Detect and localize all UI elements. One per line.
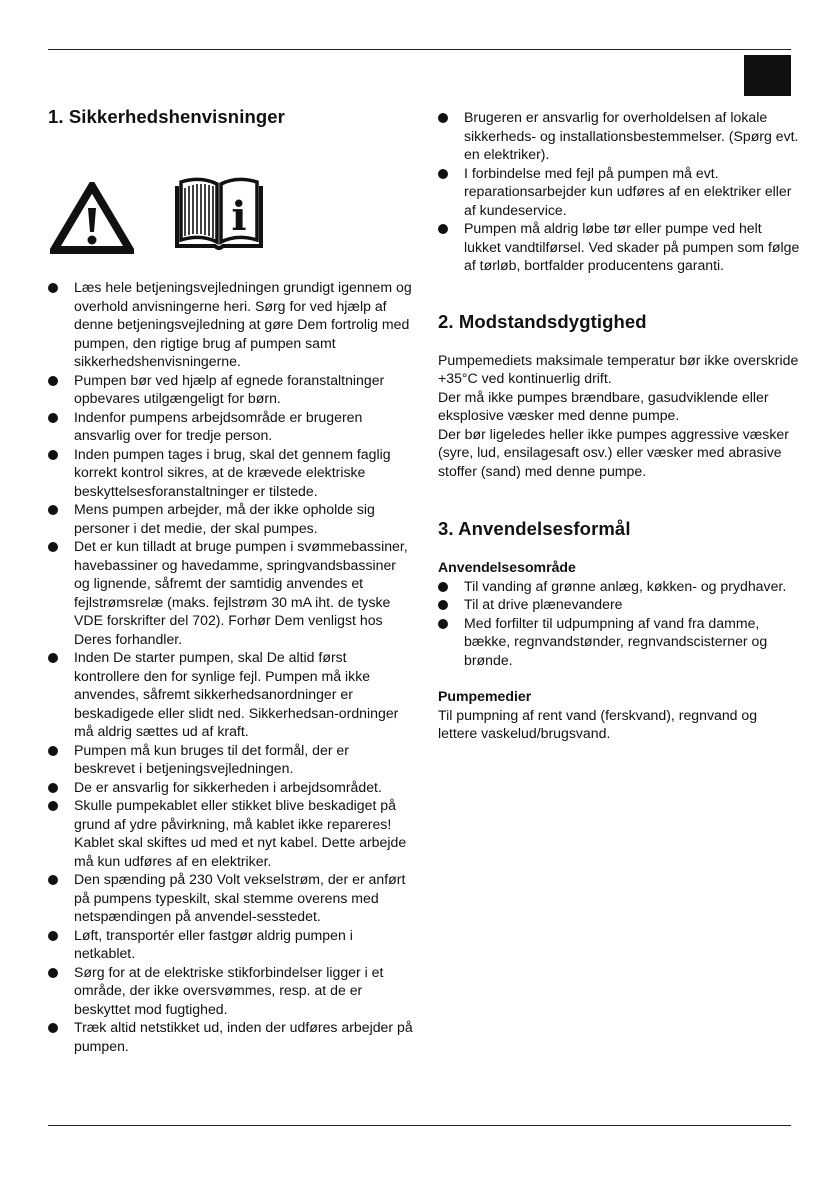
- list-item: Med forfilter til udpumpning af vand fra damme, bække, regnvandstønder, regnvandscisterner og brønde.: [438, 614, 800, 670]
- safety-icons: [48, 128, 413, 278]
- pump-media-text: Til pumpning af rent vand (ferskvand), regnvand og lettere vaskelud/brugsvand.: [438, 706, 758, 741]
- safety-list: [48, 278, 413, 1055]
- section-2-title: 2. Modstandsdygtighed: [438, 310, 647, 332]
- list-item: Pumpen må aldrig løbe tør eller pumpe ved helt lukket vandtilførsel. Ved skader på pumpen som følge af tørløb, bortfalder producentens garanti.: [438, 219, 800, 275]
- right-column: [438, 108, 800, 743]
- list-item: Løft, transportér eller fastgør aldrig pumpen i netkablet.: [48, 926, 413, 963]
- list-item: Til vanding af grønne anlæg, køkken- og prydhaver.: [438, 577, 800, 596]
- warning-icon: [50, 182, 134, 254]
- list-item: Den spænding på 230 Volt vekselstrøm, der er anført på pumpens typeskilt, skal stemme overens med netspændingen på anvendel-sesstedet.: [48, 870, 413, 926]
- svg-text:i: i: [231, 193, 247, 240]
- header-rule: [48, 49, 791, 50]
- section-3-title: 3. Anvendelsesformål: [438, 518, 631, 539]
- paragraph: Pumpemediets maksimale temperatur bør ikke overskride +35°C ved kontinuerlig drift.: [438, 351, 799, 386]
- list-item: De er ansvarlig for sikkerheden i arbejdsområdet.: [48, 778, 413, 797]
- application-area-heading: Anvendelsesområde: [438, 559, 576, 575]
- application-area-list: [438, 577, 800, 670]
- list-item: Sørg for at de elektriske stikforbindelser ligger i et område, der ikke oversvømmes, resp. at de er beskyttet mod fugtighed.: [48, 963, 413, 1019]
- list-item: Mens pumpen arbejder, må der ikke opholde sig personer i det medie, der skal pumpes.: [48, 500, 413, 537]
- manual-info-icon: [171, 174, 267, 254]
- resistance-text: [438, 351, 800, 481]
- list-item: Læs hele betjeningsvejledningen grundigt igennem og overhold anvisningerne heri. Sørg for ved hjælp af denne betjeningsvejledning at gøre Dem fortrolig med pumpen, den rigtige brug af pumpen samt sikkerhedshenvisningerne.: [48, 278, 413, 371]
- paragraph: Der bør ligeledes heller ikke pumpes aggressive væsker (syre, lud, ensilagesaft osv.) eller væsker med abrasive stoffer (sand) med denne pumpe.: [438, 425, 789, 479]
- language-tab-marker: [744, 55, 791, 96]
- left-column: [48, 106, 413, 1055]
- section-1-title: 1. Sikkerhedshenvisninger: [48, 106, 285, 127]
- list-item: Inden De starter pumpen, skal De altid først kontrollere den for synlige fejl. Pumpen må ikke anvendes, såfremt sikkerhedsanordninger er beskadigede eller slidt ned. Sikkerhedsan-ordninger må aldrig sættes ud af kraft.: [48, 648, 413, 741]
- list-item: Pumpen må kun bruges til det formål, der er beskrevet i betjeningsvejledningen.: [48, 741, 413, 778]
- list-item: Indenfor pumpens arbejdsområde er brugeren ansvarlig over for tredje person.: [48, 408, 413, 445]
- list-item: Til at drive plænevandere: [438, 595, 800, 614]
- paragraph: Der må ikke pumpes brændbare, gasudviklende eller eksplosive væsker med denne pumpe.: [438, 388, 769, 423]
- list-item: Det er kun tilladt at bruge pumpen i svømmebassiner, havebassiner og havedamme, springvandsbassiner og lignende, såfremt der samtidig anvendes et fejlstrømsrelæ (maks. fejlstrøm 30 mA iht. de tyske VDE forskrifter del 702). Forhør Dem venligst hos Deres forhandler.: [48, 537, 413, 648]
- footer-rule: [48, 1125, 791, 1126]
- safety-list-continued: [438, 108, 800, 275]
- list-item: I forbindelse med fejl på pumpen må evt. reparationsarbejder kun udføres af en elektriker eller af kundeservice.: [438, 164, 800, 220]
- list-item: Skulle pumpekablet eller stikket blive beskadiget på grund af ydre påvirkning, må kablet ikke repareres! Kablet skal skiftes ud med et nyt kabel. Dette arbejde må kun udføres af en elektriker.: [48, 796, 413, 870]
- pump-media-heading: Pumpemedier: [438, 688, 532, 704]
- list-item: Inden pumpen tages i brug, skal det gennem faglig korrekt kontrol sikres, at de krævede elektriske beskyttelsesforanstaltninger er tilstede.: [48, 445, 413, 501]
- list-item: Brugeren er ansvarlig for overholdelsen af lokale sikkerheds- og installationsbestemmelser. (Spørg evt. en elektriker).: [438, 108, 800, 164]
- list-item: Pumpen bør ved hjælp af egnede foranstaltninger opbevares utilgængeligt for børn.: [48, 371, 413, 408]
- list-item: Træk altid netstikket ud, inden der udføres arbejder på pumpen.: [48, 1018, 413, 1055]
